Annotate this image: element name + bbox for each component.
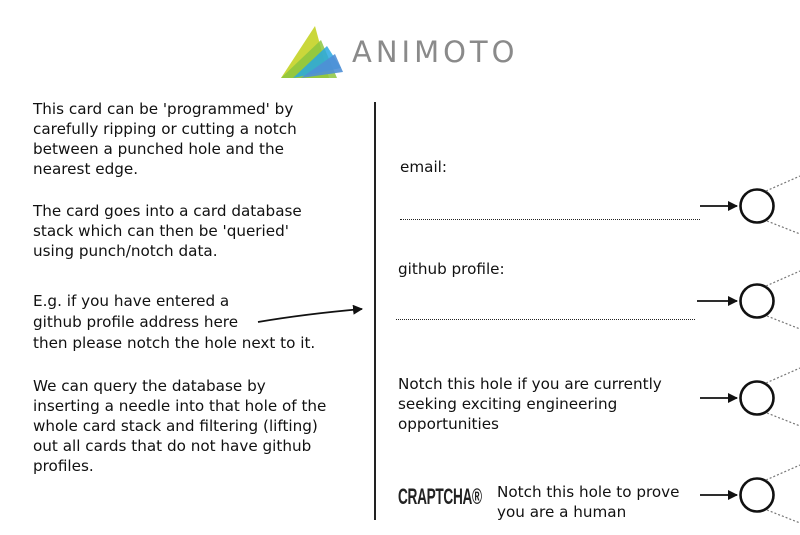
animoto-logo-icon — [279, 24, 345, 80]
card-divider — [374, 102, 376, 520]
human-check-label: Notch this hole to prove you are a human — [497, 483, 680, 521]
email-tear-line — [766, 176, 800, 191]
explanation-paragraph-3: E.g. if you have entered a github profile address here then please notch the hole next to it. — [33, 292, 316, 352]
github-profile-field[interactable] — [396, 319, 695, 320]
github-profile-label: github profile: — [398, 260, 505, 278]
email-label: email: — [400, 158, 448, 176]
explanation-paragraph-2: The card goes into a card database stack which can then be 'queried' using punch/notch data. — [33, 202, 302, 260]
brand-name: ANIMOTO — [352, 35, 519, 69]
explanation-paragraph-4: We can query the database by inserting a needle into that hole of the whole card stack and filtering (lifting) out all cards that do not have github profiles. — [33, 377, 327, 475]
human-hole-icon — [741, 479, 774, 512]
explanation-paragraph-1: This card can be 'programmed' by carefully ripping or cutting a notch between a punched hole and the nearest edge. — [33, 100, 297, 178]
seeking-hole-icon — [741, 382, 774, 415]
craptcha-logo: CRAPTCHA® — [398, 484, 482, 509]
email-hole-icon — [741, 190, 774, 223]
email-field[interactable] — [400, 219, 700, 220]
github-hole-icon — [741, 285, 774, 318]
seeking-opportunities-label: Notch this hole if you are currently seeking exciting engineering opportunities — [398, 375, 662, 433]
